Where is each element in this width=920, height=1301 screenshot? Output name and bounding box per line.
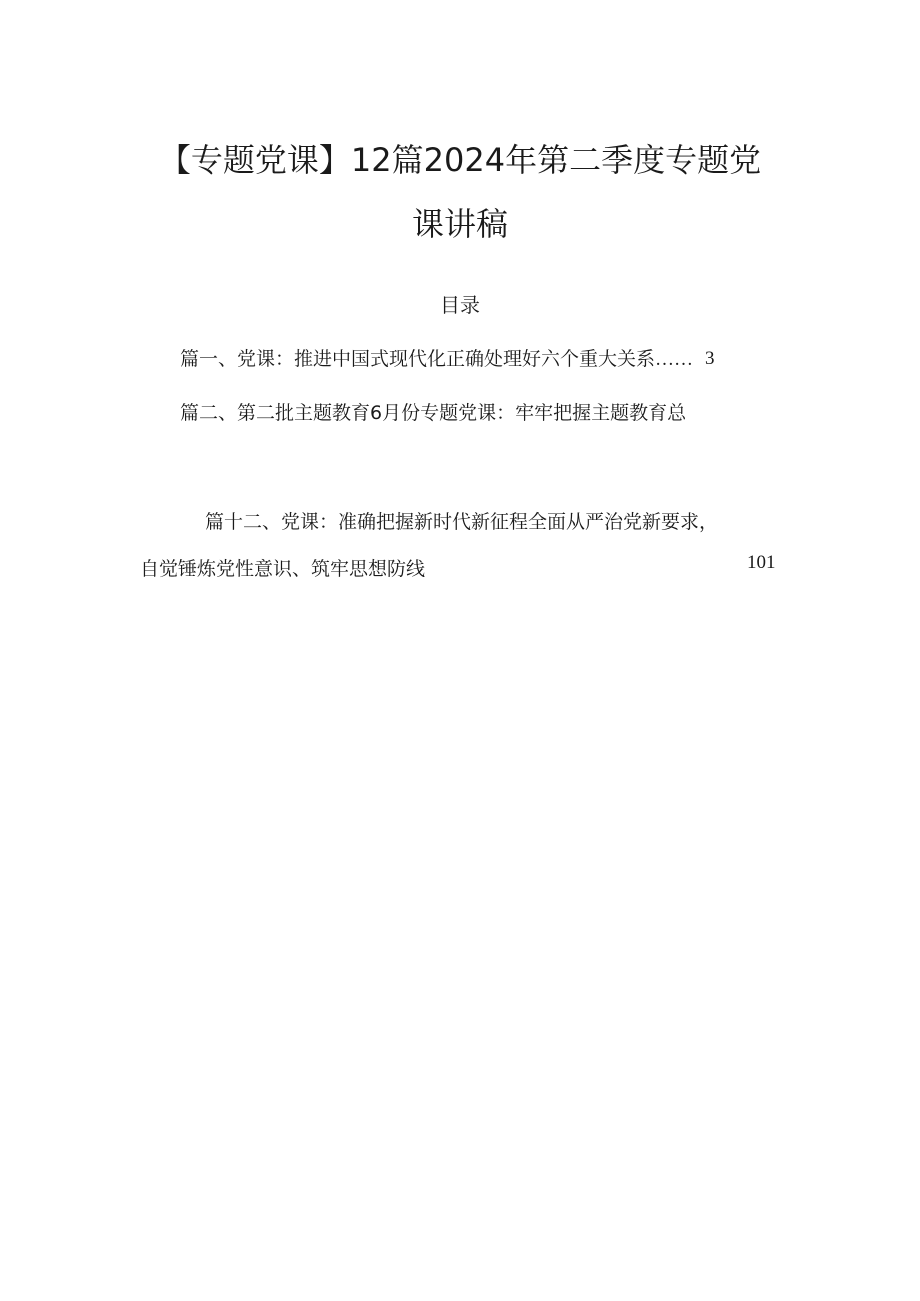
toc-entry-line-2: 自觉锤炼党性意识、筑牢思想防线 [140, 558, 426, 580]
toc-entry-title: 篇二、第二批主题教育6月份专题党课：牢牢把握主题教育总 [180, 402, 687, 424]
toc-entry-line-1: 篇十二、党课：准确把握新时代新征程全面从严治党新要求， [205, 511, 719, 533]
toc-entry [180, 400, 686, 426]
toc-heading: 目录 [440, 293, 480, 317]
toc-leader-dots: …… [655, 349, 694, 370]
document-title-line-2: 课讲稿 [411, 205, 508, 243]
toc-page-number: 101 [747, 552, 776, 573]
toc-page-number: 3 [705, 348, 715, 369]
toc-entry [180, 346, 693, 373]
toc-entry-title: 篇一、党课：推进中国式现代化正确处理好六个重大关系 [180, 348, 656, 370]
document-title-line-1: 【专题党课】12篇2024年第二季度专题党 [158, 141, 762, 179]
